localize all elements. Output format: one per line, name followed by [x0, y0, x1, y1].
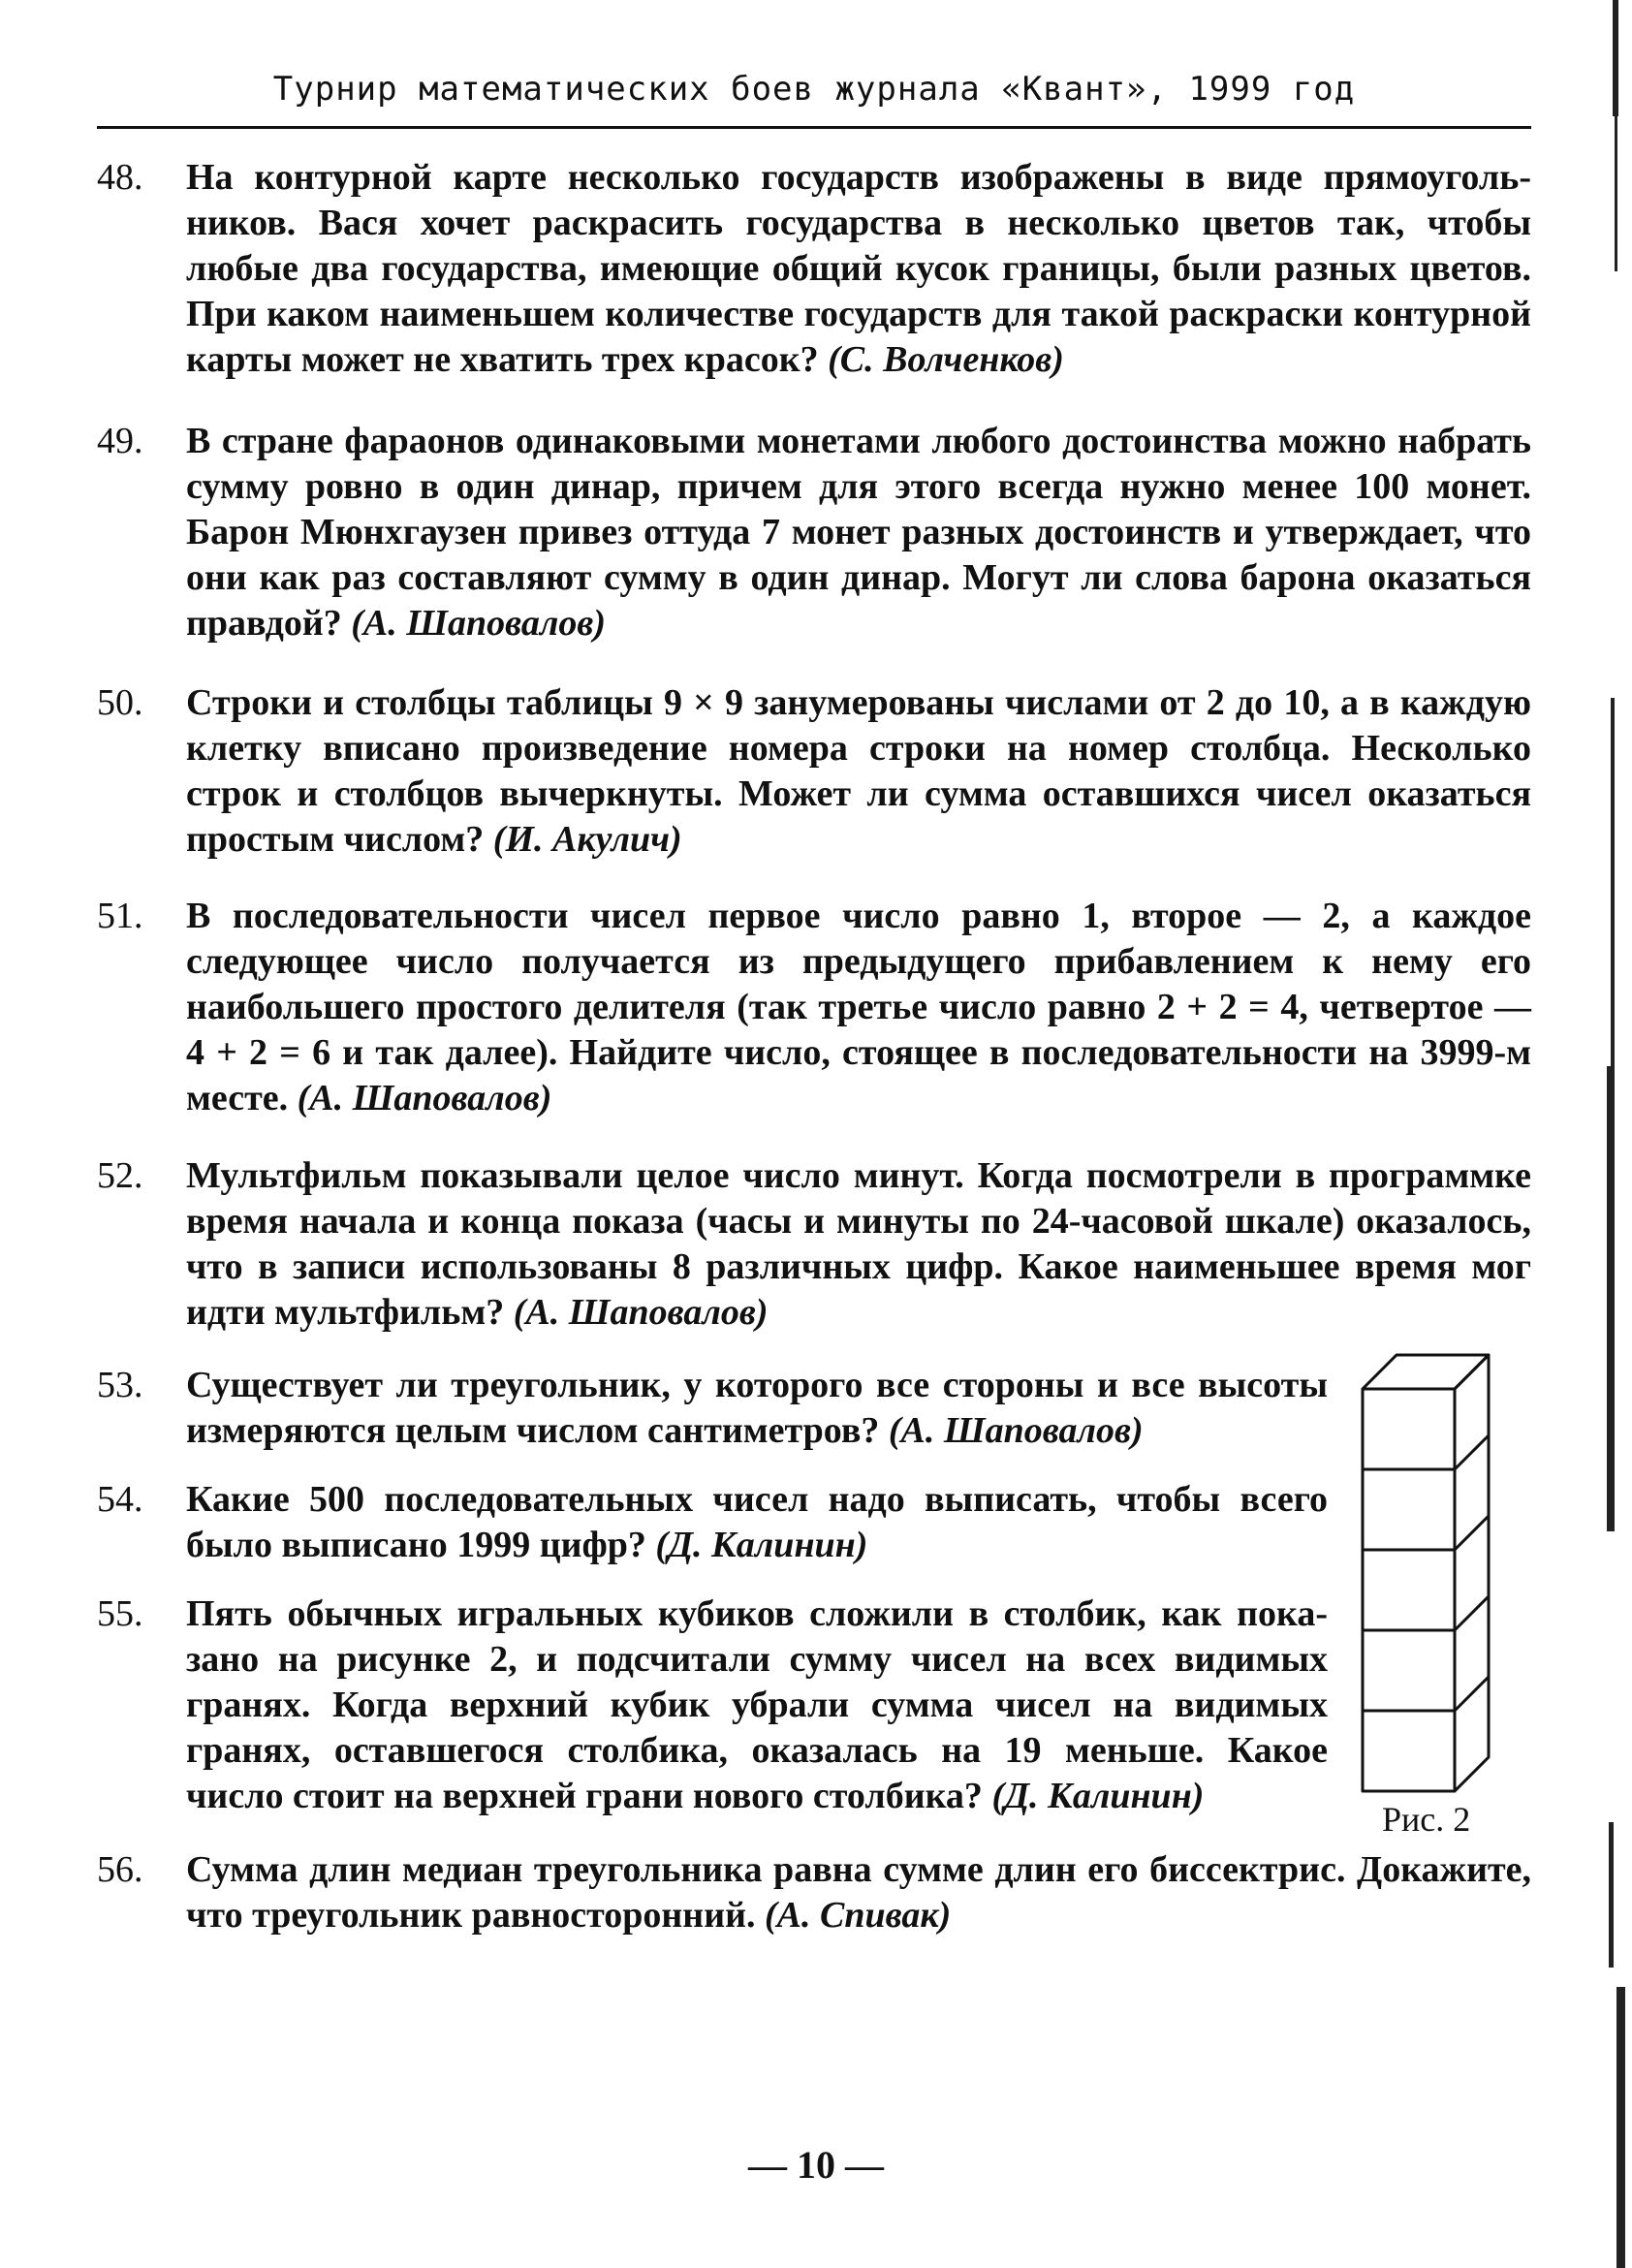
problem-author: (А. Спивак) [764, 1895, 952, 1936]
problem-number: 54. [97, 1479, 143, 1520]
problem-50 [97, 680, 1531, 865]
problem-53 [97, 1363, 1328, 1460]
problem-text: Строки и столбцы таблицы 9 × 9 занумерованы числами от 2 до 10, а в каждую клетку вписано произведение номера строки на номер столбца. Несколько строк и столбцов вычеркнуты. Может ли сумма оставшихся чисел оказаться простым числом? [186, 682, 1531, 860]
header-rule [97, 126, 1531, 129]
problem-text: В стране фараонов одинаковыми монетами любого достоинства можно набрать сумму ровно в один динар, причем для этого всегда нужно менее 100 монет. Барон Мюнхгаузен привез оттуда 7 монет разных достоинств и утверждает, что они как раз составляют сумму в один динар. Могут ли слова барона оказаться правдой? [186, 421, 1531, 644]
problem-text-block [186, 1477, 1328, 1568]
dice-stack-figure [1353, 1345, 1527, 1801]
side-divider-2 [1455, 1516, 1489, 1550]
problem-text: Мультфильм показывали целое число минут. Когда посмотрели в программке время начала и конца показа (часы и минуты по 24-часовой шкале) оказалось, что в записи использованы 8 различных цифр. Какое наименьшее время мог идти мультфильм? [186, 1155, 1531, 1333]
problem-author: (А. Шаповалов) [513, 1292, 769, 1333]
problem-48 [97, 155, 1531, 388]
front-face-column [1363, 1389, 1455, 1791]
problem-author: (А. Шаповалов) [351, 603, 607, 644]
scan-edge-artifact [1564, 0, 1632, 2268]
problem-text: Пять обычных игральных кубиков сложили в столбик, как показано на рисунке 2, и подсчитали сумму чисел на всех видимых гранях. Когда верхний кубик убрали сумма чисел на видимых гранях, оставшегося столбика, оказалась на 19 меньше. Какое число стоит на верхней грани нового столбика? [186, 1593, 1328, 1816]
figure-caption: Рис. 2 [1382, 1800, 1471, 1839]
problem-54 [97, 1477, 1328, 1574]
problem-author: (С. Волченков) [828, 339, 1064, 380]
problem-text-block [186, 1847, 1531, 1938]
problem-text-block [186, 680, 1531, 863]
problem-number: 55. [97, 1593, 143, 1634]
problem-text-block [186, 419, 1531, 646]
side-divider-1 [1455, 1435, 1489, 1469]
problem-text: Сумма длин медиан треугольника равна сумме длин его биссектрис. Докажите, что треугольник равносторонний. [186, 1849, 1531, 1936]
problem-number: 50. [97, 682, 143, 723]
side-divider-3 [1455, 1596, 1489, 1630]
problem-56 [97, 1847, 1531, 1944]
problem-49 [97, 419, 1531, 651]
problem-text: В последовательности чисел первое число равно 1, второе — 2, а каждое следующее число получается из предыдущего прибавлением к нему его наибольшего простого делителя (так третье число равно 2 + 2 = 4, четвертое — 4 + 2 = 6 и так далее). Найдите число, стоящее в последовательности на 3999-м месте. [186, 896, 1531, 1118]
problem-text: Какие 500 последовательных чисел надо выписать, чтобы всего было выписано 1999 цифр? [186, 1479, 1328, 1565]
problem-number: 53. [97, 1365, 143, 1405]
problem-51 [97, 894, 1531, 1126]
problem-author: (А. Шаповалов) [888, 1410, 1144, 1451]
problem-52 [97, 1153, 1531, 1338]
side-face-column [1455, 1355, 1489, 1791]
problem-number: 56. [97, 1849, 143, 1890]
problem-text-block [186, 1591, 1328, 1819]
problem-text: На контурной карте несколько государств изображены в виде прямоугольников. Вася хочет раскрасить государства в несколько цветов так, чтобы любые два государства, имеющие общий кусок границы, были разных цветов. При каком наименьшем количестве государств для такой раскраски контурной карты может не хватить трех красок? [186, 157, 1531, 380]
problem-number: 49. [97, 421, 143, 461]
problem-number: 51. [97, 896, 143, 936]
problem-author: (Д. Калинин) [991, 1776, 1205, 1816]
problem-author: (Д. Калинин) [655, 1525, 868, 1565]
problem-author: (А. Шаповалов) [297, 1078, 552, 1118]
problem-text-block [186, 894, 1531, 1121]
side-divider-4 [1455, 1677, 1489, 1711]
problem-author: (И. Акулич) [492, 819, 682, 860]
problem-text-block [186, 1363, 1328, 1454]
problem-number: 52. [97, 1155, 143, 1196]
problem-text-block [186, 155, 1531, 383]
problem-number: 48. [97, 157, 143, 198]
running-header: Турнир математических боев журнала «Квант», 1999 год [272, 70, 1356, 109]
problem-55 [97, 1591, 1328, 1824]
problem-text: Существует ли треугольник, у которого все стороны и все высоты измеряются целым числом сантиметров? [186, 1365, 1328, 1451]
problem-text-block [186, 1153, 1531, 1336]
page-number: — 10 — [748, 2143, 884, 2187]
